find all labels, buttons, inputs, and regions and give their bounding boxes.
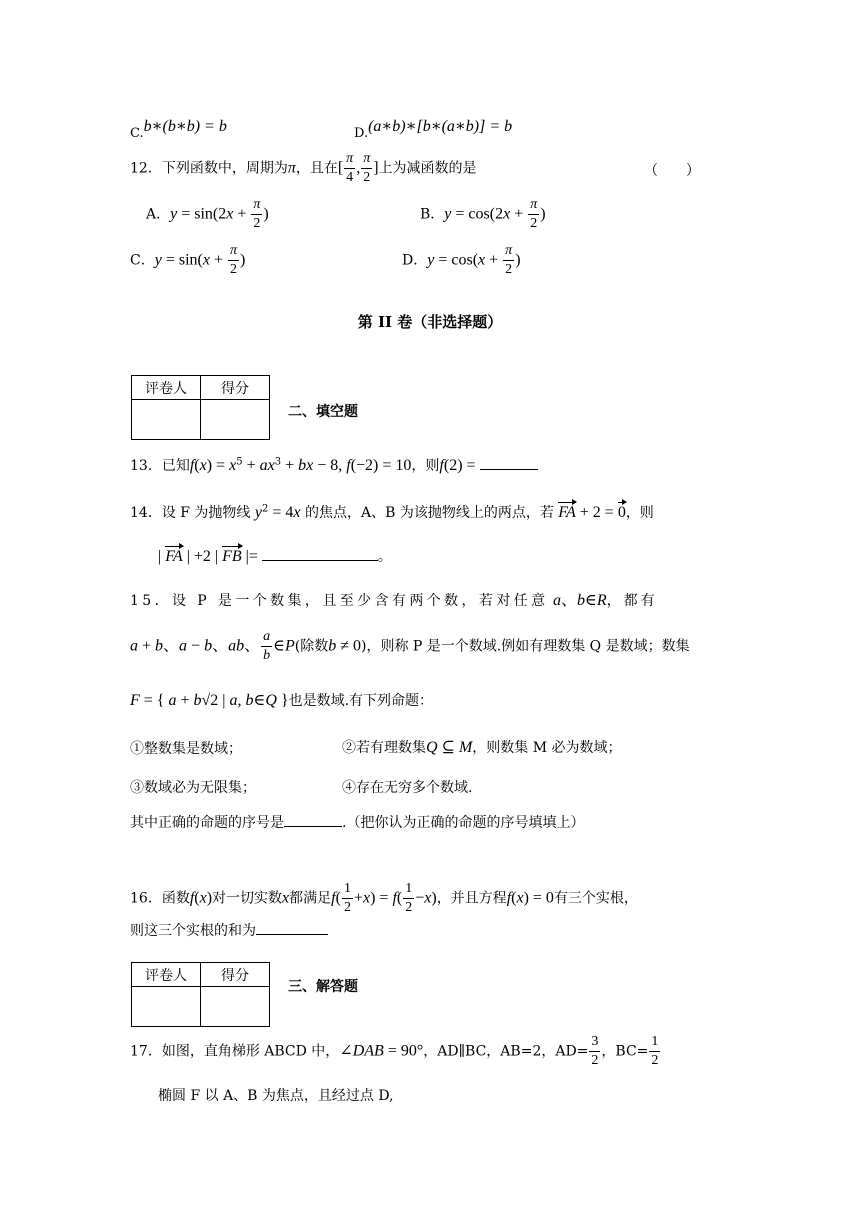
q16-line2: 则这三个实根的和为	[130, 920, 328, 940]
q15-line3: F = { a + b√2 | a, b∈Q }也是数域.有下列命题：	[130, 692, 434, 709]
q11-option-c: C.b∗(b∗b) = b	[130, 118, 227, 141]
score-table-grader-header: 评卷人	[132, 963, 201, 987]
score-table-score-header: 得分	[201, 376, 270, 400]
q16-line1: 16．函数f(x)对一切实数x都满足f( $\frac{1}{2}$ +x) = f( $\frac{1}{2}$ −x)，并且方程f(x) = 0有三个实根，	[130, 881, 638, 915]
q14-answer-blank[interactable]	[262, 560, 378, 561]
q12-option-b: B．y = cos(2x + $\frac{\pi}{2}$ )	[420, 197, 546, 231]
q15-question: 其中正确的命题的序号是 .（把你认为正确的命题的序号填填上）	[130, 815, 585, 831]
q13-answer-blank[interactable]	[480, 469, 538, 470]
q16-answer-blank[interactable]	[256, 934, 328, 935]
score-table	[131, 375, 270, 440]
q14-line2: | FA | +2 | FB |= 。	[158, 548, 392, 565]
part2-title: 第 II 卷（非选择题）	[357, 313, 503, 331]
q12-stem: 12．下列函数中，周期为π，且在[ $\frac{\pi}{4}$ , $\frac{\pi}{2}$ ]上为减函数的是	[130, 151, 477, 185]
score-table	[131, 962, 270, 1027]
q15-prop4: ④存在无穷多个数域.	[342, 780, 473, 796]
q12-answer-paren: （ ）	[644, 163, 700, 179]
section-answer-heading: 三、解答题	[288, 979, 358, 995]
score-table-score-cell	[201, 400, 270, 440]
q17-line2: 椭圆 F 以 A、B 为焦点，且经过点 D,	[158, 1088, 394, 1104]
section-fill-in-heading: 二、填空题	[288, 404, 358, 420]
score-table-grader-cell	[132, 987, 201, 1027]
score-table-score-header: 得分	[201, 963, 270, 987]
q15-prop1: ①整数集是数域；	[130, 741, 242, 757]
q15-answer-blank[interactable]	[284, 826, 342, 827]
q15-line1: 15．设 P 是一个数集，且至少含有两个数，若对任意 a、b∈R，都有	[130, 592, 658, 609]
q17-line1: 17．如图，直角梯形 ABCD 中，∠DAB = 90°，AD∥BC，AB=2，AD= $\frac{3}{2}$ ，BC= $\frac{1}{2}$	[130, 1034, 659, 1068]
q12-option-a: A．y = sin(2x + $\frac{\pi}{2}$ )	[146, 197, 269, 231]
score-table-grader-header: 评卷人	[132, 376, 201, 400]
q14-line1: 14．设 F 为抛物线 $y^2 = 4x$ 的焦点，A、B 为该抛物线上的两点，若 FA + 2 = 0，则	[130, 503, 654, 521]
score-table-grader-cell	[132, 400, 201, 440]
q15-prop3: ③数域必为无限集；	[130, 780, 256, 796]
q15-prop2: ②若有理数集Q ⊆ M，则数集 M 必为数域；	[342, 739, 622, 756]
score-table-score-cell	[201, 987, 270, 1027]
q12-option-d: D．y = cos(x + $\frac{\pi}{2}$ )	[402, 243, 521, 277]
q11-option-d: D.(a∗b)∗[b∗(a∗b)] = b	[354, 118, 513, 141]
q15-line2: a + b、a − b、ab、 $\frac{a}{b}$ ∈P(除数b ≠ 0)，则称 P 是一个数域.例如有理数集 Q 是数域；数集	[130, 629, 690, 663]
q13: 13．已知$f(x) = x^5 + ax^3$ + bx − 8, f(−2) = 10，则f(2) =	[130, 455, 538, 475]
q12-option-c: C．y = sin(x + $\frac{\pi}{2}$ )	[130, 243, 246, 277]
